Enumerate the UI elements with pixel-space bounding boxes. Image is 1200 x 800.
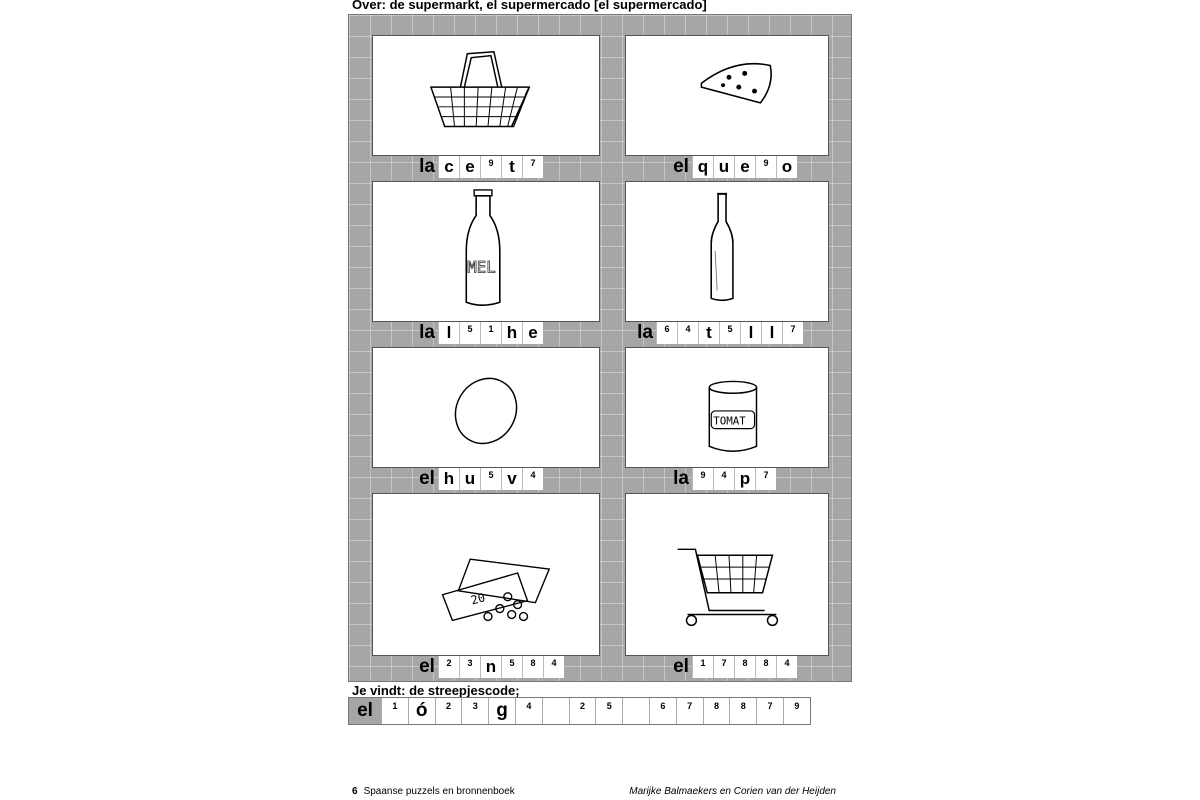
code-cell[interactable]: 3 xyxy=(461,698,488,724)
code-cell[interactable]: 1 xyxy=(381,698,408,724)
answer-article: el xyxy=(349,698,381,724)
letter-cell[interactable]: u xyxy=(713,156,734,178)
number-cell[interactable]: 4 xyxy=(543,656,564,678)
letter-cell[interactable]: e xyxy=(522,322,543,344)
cheese-icon xyxy=(626,36,828,155)
code-cell[interactable]: 4 xyxy=(515,698,542,724)
letter-cell[interactable]: e xyxy=(734,156,755,178)
article-label: la xyxy=(419,156,435,177)
picture-card-basket xyxy=(372,35,600,156)
letter-cell[interactable]: t xyxy=(501,156,522,178)
code-cell[interactable]: 7 xyxy=(676,698,703,724)
article-label: el xyxy=(419,656,435,677)
letter-cell[interactable]: e xyxy=(459,156,480,178)
word-row-1 xyxy=(416,156,543,178)
picture-card-egg xyxy=(372,347,600,468)
number-cell[interactable]: 8 xyxy=(734,656,755,678)
code-cell[interactable]: g xyxy=(488,698,515,724)
word-row-4 xyxy=(634,322,803,344)
word-row-2 xyxy=(670,156,797,178)
letter-cell[interactable]: p xyxy=(734,468,755,490)
article-label: la xyxy=(419,322,435,343)
picture-card-milk xyxy=(372,181,600,322)
shopping-cart-icon xyxy=(626,494,828,655)
code-cell[interactable]: 2 xyxy=(569,698,596,724)
number-cell[interactable]: 5 xyxy=(459,322,480,344)
letter-cell[interactable]: u xyxy=(459,468,480,490)
picture-card-cheese xyxy=(625,35,829,156)
number-cell[interactable]: 4 xyxy=(677,322,698,344)
code-cell[interactable]: 9 xyxy=(783,698,810,724)
letter-cell[interactable]: o xyxy=(776,156,797,178)
number-cell[interactable]: 2 xyxy=(438,656,459,678)
number-cell[interactable]: 9 xyxy=(480,156,501,178)
letter-cell[interactable]: q xyxy=(692,156,713,178)
number-cell[interactable]: 5 xyxy=(719,322,740,344)
picture-card-money xyxy=(372,493,600,656)
letter-cell[interactable]: h xyxy=(501,322,522,344)
letter-cell[interactable]: l xyxy=(438,322,459,344)
letter-cell[interactable]: c xyxy=(438,156,459,178)
letter-cell[interactable]: n xyxy=(480,656,501,678)
footer-authors: Marijke Balmaekers en Corien van der Heijden xyxy=(629,786,836,797)
book-title: Spaanse puzzels en bronnenboek xyxy=(363,786,515,797)
milk-bottle-icon xyxy=(373,182,599,321)
number-cell[interactable]: 1 xyxy=(692,656,713,678)
number-cell[interactable]: 7 xyxy=(522,156,543,178)
number-cell[interactable]: 1 xyxy=(480,322,501,344)
article-label: el xyxy=(673,156,689,177)
svg-text:20: 20 xyxy=(469,590,487,608)
article-label: la xyxy=(637,322,653,343)
basket-icon xyxy=(373,36,599,155)
answer-label: Je vindt: de streepjescode; xyxy=(352,683,520,698)
number-cell[interactable]: 9 xyxy=(755,156,776,178)
word-row-3 xyxy=(416,322,543,344)
word-row-5 xyxy=(416,468,543,490)
number-cell[interactable]: 6 xyxy=(656,322,677,344)
number-cell[interactable]: 7 xyxy=(755,468,776,490)
word-row-7 xyxy=(416,656,564,678)
number-cell[interactable]: 4 xyxy=(713,468,734,490)
tin-can-icon xyxy=(626,348,828,467)
number-cell[interactable]: 3 xyxy=(459,656,480,678)
number-cell[interactable]: 5 xyxy=(501,656,522,678)
egg-icon xyxy=(373,348,599,467)
code-cell[interactable]: 6 xyxy=(649,698,676,724)
page-title: Over: de supermarkt, el supermercado [el supermercado] xyxy=(352,0,707,12)
number-cell[interactable]: 4 xyxy=(776,656,797,678)
article-label: la xyxy=(673,468,689,489)
page-number: 6 xyxy=(352,786,358,797)
code-cell[interactable] xyxy=(542,698,569,724)
number-cell[interactable]: 8 xyxy=(755,656,776,678)
letter-cell[interactable]: t xyxy=(698,322,719,344)
wine-bottle-icon xyxy=(626,182,828,321)
article-label: el xyxy=(419,468,435,489)
code-cell[interactable]: ó xyxy=(408,698,435,724)
letter-cell[interactable]: v xyxy=(501,468,522,490)
picture-card-wine xyxy=(625,181,829,322)
number-cell[interactable]: 7 xyxy=(782,322,803,344)
article-label: el xyxy=(673,656,689,677)
number-cell[interactable]: 7 xyxy=(713,656,734,678)
number-cell[interactable]: 4 xyxy=(522,468,543,490)
number-cell[interactable]: 9 xyxy=(692,468,713,490)
svg-text:MEL: MEL xyxy=(467,257,496,277)
letter-cell[interactable]: l xyxy=(761,322,782,344)
code-cell[interactable] xyxy=(622,698,649,724)
code-cell[interactable]: 2 xyxy=(435,698,462,724)
footer-left xyxy=(352,786,515,797)
number-cell[interactable]: 8 xyxy=(522,656,543,678)
number-cell[interactable]: 5 xyxy=(480,468,501,490)
puzzle-board xyxy=(348,14,852,682)
picture-card-cart xyxy=(625,493,829,656)
svg-text:TOMAT: TOMAT xyxy=(713,414,746,428)
code-cell[interactable]: 7 xyxy=(756,698,783,724)
word-row-6 xyxy=(670,468,776,490)
picture-card-tin xyxy=(625,347,829,468)
code-cell[interactable]: 5 xyxy=(595,698,622,724)
letter-cell[interactable]: h xyxy=(438,468,459,490)
money-icon xyxy=(373,494,599,655)
code-cell[interactable]: 8 xyxy=(729,698,756,724)
code-cell[interactable]: 8 xyxy=(703,698,730,724)
answer-code-row xyxy=(348,697,811,725)
word-row-8 xyxy=(670,656,797,678)
letter-cell[interactable]: l xyxy=(740,322,761,344)
